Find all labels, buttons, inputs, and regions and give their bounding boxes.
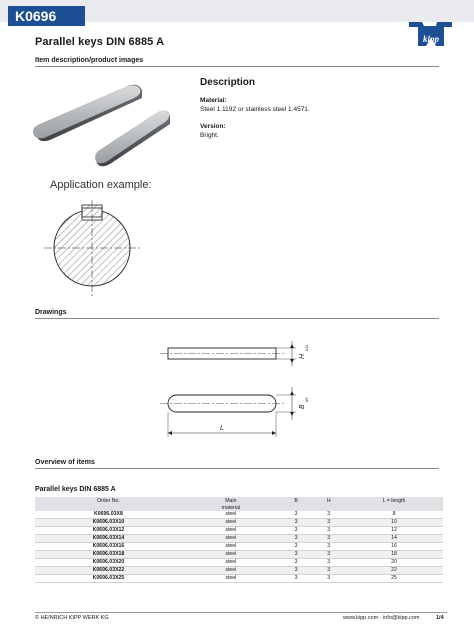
- material-cell: steel: [182, 559, 280, 567]
- col-b: B: [280, 497, 313, 505]
- h-cell: 3: [312, 511, 345, 519]
- h-cell: 3: [312, 551, 345, 559]
- order-no-cell: K0696.03X16: [35, 543, 182, 551]
- material-value: Steel 1.1192 or stainless steel 1.4571.: [200, 106, 310, 113]
- h-cell: 3: [312, 543, 345, 551]
- section-drawings: Drawings: [35, 309, 67, 316]
- technical-drawing: [150, 335, 320, 445]
- material-cell: steel: [182, 551, 280, 559]
- col-h: H: [312, 497, 345, 505]
- table-row: [35, 527, 443, 535]
- length-cell: 16: [345, 543, 443, 551]
- page-number: 1/4: [436, 615, 444, 621]
- material-label: Material:: [200, 97, 227, 104]
- l-dimension-label: L: [220, 425, 224, 432]
- length-cell: 8: [345, 511, 443, 519]
- product-image: [30, 78, 180, 173]
- table-row: [35, 567, 443, 575]
- footer-contact: www.kipp.com · info@kipp.com: [343, 615, 420, 621]
- footer-divider: [35, 612, 447, 613]
- col-length: L = length: [345, 497, 443, 505]
- material-cell: steel: [182, 575, 280, 583]
- table-title: Parallel keys DIN 6885 A: [35, 486, 116, 493]
- material-cell: steel: [182, 543, 280, 551]
- order-no-cell: K0696.03X10: [35, 519, 182, 527]
- section-divider: [35, 468, 439, 469]
- section-item-description: Item description/product images: [35, 57, 144, 64]
- order-no-cell: K0696.03X12: [35, 527, 182, 535]
- h-cell: 3: [312, 575, 345, 583]
- material-cell: steel: [182, 511, 280, 519]
- table-row: [35, 575, 443, 583]
- h-cell: 3: [312, 567, 345, 575]
- order-no-cell: K0696.03X20: [35, 559, 182, 567]
- section-divider: [35, 66, 439, 67]
- b-cell: 3: [280, 535, 313, 543]
- table-row: [35, 511, 443, 519]
- length-cell: 25: [345, 575, 443, 583]
- logo-text: kipp: [422, 34, 440, 44]
- b-cell: 3: [280, 543, 313, 551]
- h-cell: 3: [312, 527, 345, 535]
- b-tolerance-label: h9: [304, 397, 309, 402]
- h-dimension-label: H: [299, 353, 306, 359]
- application-example-title: Application example:: [50, 179, 152, 191]
- order-no-cell: K0696.03X25: [35, 575, 182, 583]
- b-cell: 3: [280, 551, 313, 559]
- length-cell: 12: [345, 527, 443, 535]
- application-example-diagram: [40, 198, 150, 298]
- col-order-no: Order No.: [35, 497, 182, 505]
- section-divider: [35, 318, 439, 319]
- order-no-cell: K0696.03X8: [35, 511, 182, 519]
- material-cell: steel: [182, 535, 280, 543]
- section-overview: Overview of items: [35, 459, 95, 466]
- col-material-sub: material: [182, 505, 280, 511]
- b-cell: 3: [280, 527, 313, 535]
- order-no-cell: K0696.03X22: [35, 567, 182, 575]
- footer-copyright: © HEINRICH KIPP WERK KG: [35, 615, 109, 621]
- b-cell: 3: [280, 511, 313, 519]
- table-row: [35, 535, 443, 543]
- b-dimension-label: B: [299, 404, 306, 409]
- material-cell: steel: [182, 519, 280, 527]
- kipp-logo: [406, 18, 456, 52]
- h-cell: 3: [312, 519, 345, 527]
- length-cell: 18: [345, 551, 443, 559]
- length-cell: 20: [345, 559, 443, 567]
- length-cell: 10: [345, 519, 443, 527]
- material-cell: steel: [182, 567, 280, 575]
- order-no-cell: K0696.03X14: [35, 535, 182, 543]
- version-label: Version:: [200, 123, 226, 130]
- table-row: [35, 559, 443, 567]
- table-row: [35, 551, 443, 559]
- order-no-cell: K0696.03X18: [35, 551, 182, 559]
- page-title: Parallel keys DIN 6885 A: [35, 36, 165, 48]
- items-table: [35, 497, 443, 583]
- long-key-shape: [33, 85, 142, 141]
- b-cell: 3: [280, 559, 313, 567]
- length-cell: 22: [345, 567, 443, 575]
- b-cell: 3: [280, 519, 313, 527]
- col-main-material: Main: [182, 497, 280, 505]
- material-cell: steel: [182, 527, 280, 535]
- h-cell: 3: [312, 559, 345, 567]
- short-key-shape: [95, 111, 170, 167]
- table-row: [35, 543, 443, 551]
- b-cell: 3: [280, 567, 313, 575]
- h-tolerance-label: h11: [304, 344, 309, 351]
- product-code-tab: K0696: [8, 6, 85, 26]
- b-cell: 3: [280, 575, 313, 583]
- table-row: [35, 519, 443, 527]
- length-cell: 14: [345, 535, 443, 543]
- description-title: Description: [200, 77, 256, 88]
- h-cell: 3: [312, 535, 345, 543]
- version-value: Bright.: [200, 132, 219, 139]
